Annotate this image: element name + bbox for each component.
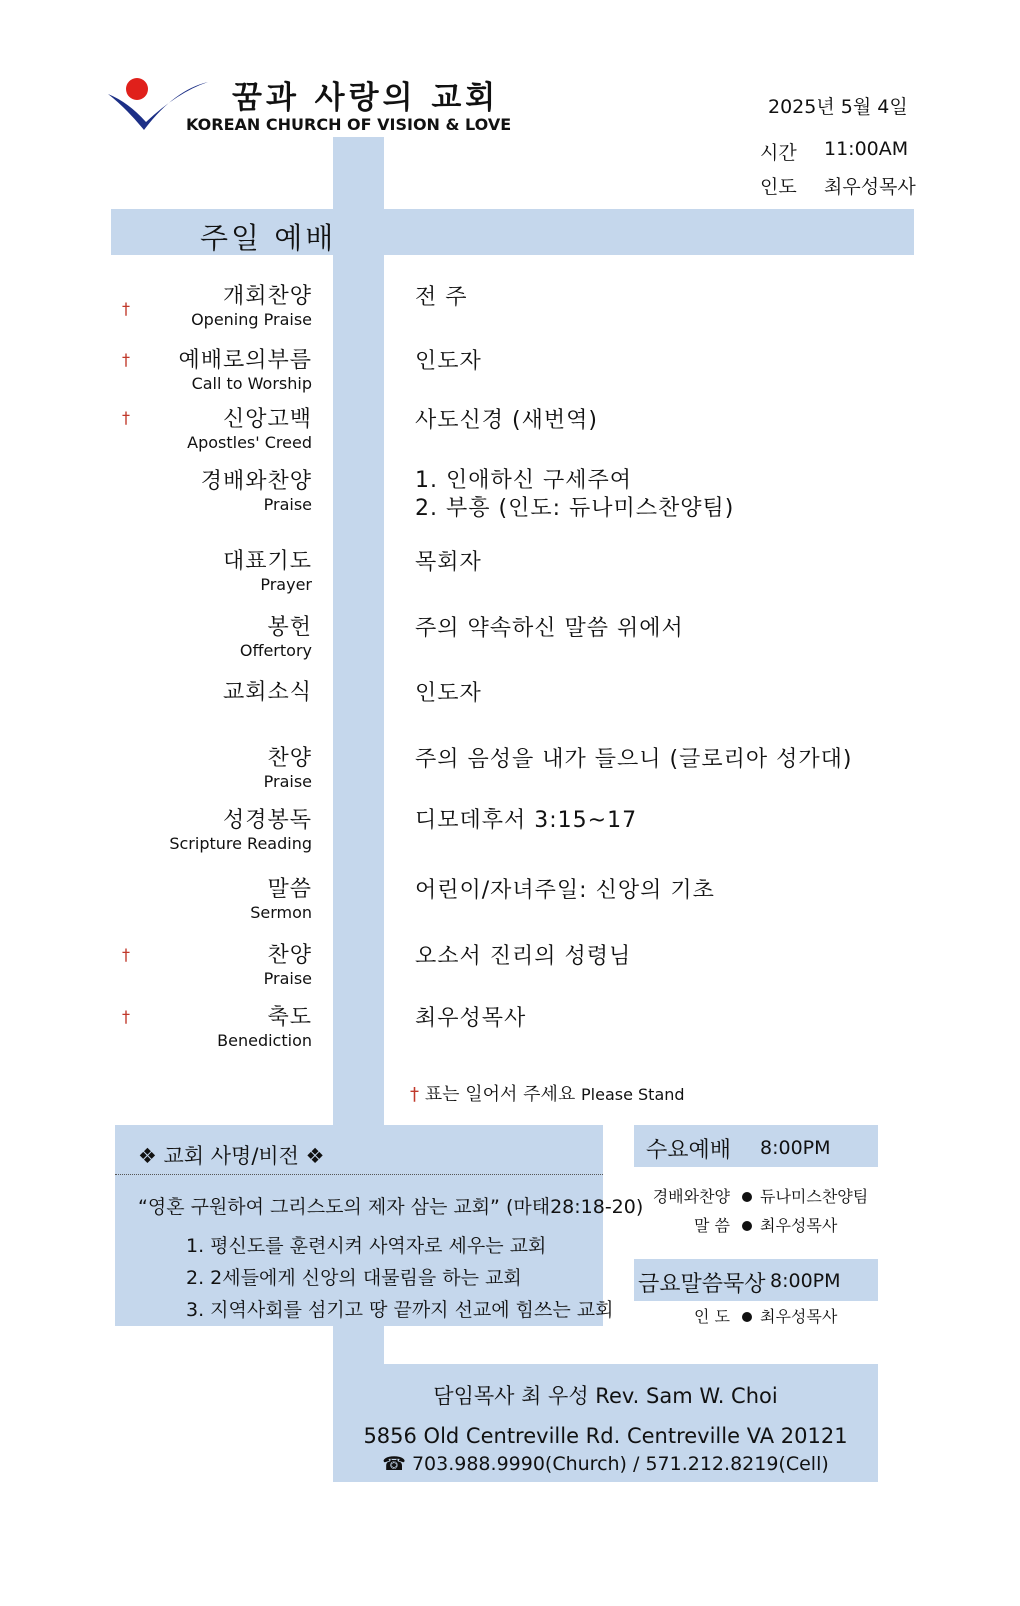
friday-row-value: 최우성목사: [760, 1307, 838, 1326]
order-value: 인도자: [415, 349, 482, 374]
order-value: 전 주: [415, 285, 468, 310]
order-label-en: Prayer: [260, 575, 312, 594]
wednesday-row: [648, 1213, 837, 1236]
order-label: [32, 469, 312, 515]
order-label-en: Apostles' Creed: [187, 433, 312, 452]
stand-mark-icon: †: [410, 1084, 419, 1105]
order-label-en: Call to Worship: [191, 374, 312, 393]
order-label: [32, 407, 312, 453]
order-label-en: Scripture Reading: [169, 834, 312, 853]
order-label: [32, 680, 312, 706]
friday-row-label: 인 도: [694, 1307, 730, 1326]
friday-time: 8:00PM: [770, 1270, 841, 1292]
order-label-ko: 대표기도: [222, 549, 312, 574]
wednesday-row-label: 말 씀: [694, 1216, 730, 1235]
wednesday-row-value: 최우성목사: [760, 1216, 838, 1235]
order-value: 목회자: [415, 550, 482, 575]
order-label-en: Opening Praise: [191, 310, 312, 329]
stand-marks: [122, 0, 142, 1606]
order-label-ko: 경배와찬양: [200, 469, 312, 494]
order-label-ko: 신앙고백: [222, 407, 312, 432]
stand-notice-ko: 표는 일어서 주세요: [424, 1084, 576, 1105]
order-label-ko: 축도: [267, 1005, 312, 1030]
order-label: [32, 746, 312, 792]
phone-numbers: 703.988.9990(Church) / 571.212.8219(Cell): [411, 1453, 829, 1475]
stand-mark-icon: †: [122, 299, 130, 318]
mission-quote: “영혼 구원하여 그리스도의 제자 삼는 교회” (마태28:18-20): [138, 1196, 644, 1218]
pastor-name: 담임목사 최 우성 Rev. Sam W. Choi: [433, 1384, 778, 1408]
lead-value: 최우성목사: [824, 176, 916, 198]
order-label-en: Sermon: [250, 903, 312, 922]
order-label-ko: 교회소식: [222, 680, 312, 705]
mission-item: 1. 평신도를 훈련시켜 사역자로 세우는 교회: [186, 1235, 547, 1257]
mission-item: 2. 2세들에게 신앙의 대물림을 하는 교회: [186, 1267, 522, 1289]
order-value: 주의 음성을 내가 들으니 (글로리아 성가대): [415, 747, 853, 772]
mission-title: ❖ 교회 사명/비전 ❖: [138, 1144, 325, 1168]
order-value: 사도신경 (새번역): [415, 408, 598, 433]
order-label: [32, 549, 312, 595]
church-address: 5856 Old Centreville Rd. Centreville VA 20121: [363, 1424, 848, 1448]
order-label-ko: 예배로의부름: [178, 348, 312, 373]
time-label: 시간: [760, 142, 797, 164]
order-label-en: Praise: [263, 969, 312, 988]
church-phone: [333, 1453, 878, 1475]
stand-mark-icon: †: [122, 945, 130, 964]
order-label-en: Praise: [263, 495, 312, 514]
stand-notice-en: Please Stand: [581, 1085, 685, 1104]
order-value-2: 2. 부흥 (인도: 듀나미스찬양팀): [415, 496, 735, 521]
order-label: [32, 808, 312, 854]
friday-row: [648, 1304, 837, 1327]
order-value: 디모데후서 3:15~17: [415, 808, 638, 833]
stand-mark-icon: †: [122, 1007, 130, 1026]
order-label-en: Praise: [263, 772, 312, 791]
order-label-en: Benediction: [217, 1031, 312, 1050]
service-title: 주일 예배: [200, 221, 337, 255]
order-label: [32, 1005, 312, 1051]
phone-icon: ☎: [382, 1453, 406, 1475]
order-label-ko: 찬양: [267, 943, 312, 968]
bullet-icon: [742, 1221, 752, 1231]
order-label: [32, 943, 312, 989]
bullet-icon: [742, 1312, 752, 1322]
stand-mark-icon: †: [122, 350, 130, 369]
order-label-en: Offertory: [239, 641, 312, 660]
order-labels: [32, 0, 312, 1606]
church-name-korean: 꿈과 사랑의 교회: [232, 80, 500, 116]
mission-item: 3. 지역사회를 섬기고 땅 끝까지 선교에 힘쓰는 교회: [186, 1299, 614, 1321]
order-value: 1. 인애하신 구세주여: [415, 468, 632, 493]
time-value: 11:00AM: [824, 138, 909, 160]
wednesday-row-value: 듀나미스찬양팀: [760, 1187, 869, 1206]
wednesday-row: [648, 1184, 868, 1207]
order-value: 최우성목사: [415, 1006, 527, 1031]
order-value: 주의 약속하신 말씀 위에서: [415, 616, 684, 641]
stand-notice: [410, 1080, 685, 1106]
lead-label: 인도: [760, 176, 797, 198]
order-value: 인도자: [415, 681, 482, 706]
order-label-ko: 봉헌: [267, 615, 312, 640]
stand-mark-icon: †: [122, 408, 130, 427]
order-values: [415, 0, 915, 1606]
order-label: [32, 615, 312, 661]
mission-divider: [115, 1174, 603, 1175]
order-label-ko: 개회찬양: [222, 284, 312, 309]
church-name-english: KOREAN CHURCH OF VISION & LOVE: [186, 115, 512, 134]
wednesday-time: 8:00PM: [760, 1137, 831, 1159]
wednesday-title: 수요예배: [646, 1138, 732, 1163]
service-date: 2025년 5월 4일: [768, 96, 908, 118]
order-label: [32, 348, 312, 394]
bullet-icon: [742, 1192, 752, 1202]
wednesday-row-label: 경배와찬양: [652, 1187, 730, 1206]
friday-title: 금요말씀묵상: [638, 1272, 766, 1297]
order-label: [32, 877, 312, 923]
order-label-ko: 말씀: [267, 877, 312, 902]
order-label: [32, 284, 312, 330]
order-label-ko: 찬양: [267, 746, 312, 771]
order-value: 어린이/자녀주일: 신앙의 기초: [415, 878, 715, 903]
order-label-ko: 성경봉독: [222, 808, 312, 833]
order-value: 오소서 진리의 성령님: [415, 944, 632, 969]
